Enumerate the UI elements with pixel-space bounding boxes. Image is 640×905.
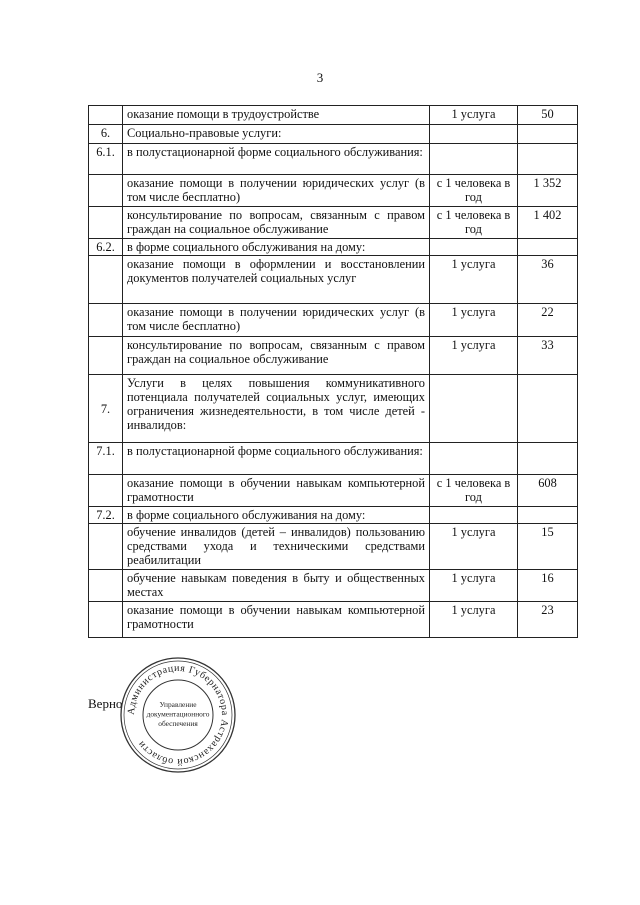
- table-row: [89, 106, 578, 125]
- unit-of-service-cell: [430, 375, 518, 443]
- table-row: [89, 507, 578, 524]
- row-number-cell: 6.2.: [89, 239, 123, 256]
- services-price-table: [88, 105, 578, 638]
- seal-center-line: Управление: [159, 700, 197, 709]
- table-row: [89, 443, 578, 475]
- row-number-cell: [89, 304, 123, 337]
- page-number: 3: [316, 70, 324, 85]
- service-description-cell: в форме социального обслуживания на дому:: [123, 507, 430, 524]
- svg-text:Управлениедокументационногообе: [147, 700, 210, 728]
- tariff-cell: 16: [518, 570, 578, 602]
- table-row: [89, 256, 578, 304]
- row-number-cell: [89, 106, 123, 125]
- tariff-cell: [518, 125, 578, 144]
- unit-of-service-cell: 1 услуга: [430, 304, 518, 337]
- tariff-cell: 23: [518, 602, 578, 638]
- row-number-cell: [89, 207, 123, 239]
- unit-of-service-cell: с 1 человека в год: [430, 175, 518, 207]
- service-description-cell: Социально-правовые услуги:: [123, 125, 430, 144]
- unit-of-service-cell: 1 услуга: [430, 106, 518, 125]
- row-number-cell: 7.: [89, 375, 123, 443]
- service-description-cell: консультирование по вопросам, связанным с правом граждан на социальное обслуживание: [123, 207, 430, 239]
- service-description-cell: в полустационарной форме социального обслуживания:: [123, 144, 430, 175]
- svg-text:Администрация Губернатора Астр: Администрация Губернатора Астраханской области: [125, 662, 231, 768]
- row-number-cell: [89, 524, 123, 570]
- row-number-cell: [89, 570, 123, 602]
- tariff-cell: 22: [518, 304, 578, 337]
- row-number-cell: 6.1.: [89, 144, 123, 175]
- service-description-cell: консультирование по вопросам, связанным с правом граждан на социальное обслуживание: [123, 337, 430, 375]
- tariff-cell: 608: [518, 475, 578, 507]
- tariff-cell: 33: [518, 337, 578, 375]
- service-description-cell: в полустационарной форме социального обслуживания:: [123, 443, 430, 475]
- row-number-cell: 7.2.: [89, 507, 123, 524]
- service-description-cell: оказание помощи в обучении навыкам компьютерной грамотности: [123, 475, 430, 507]
- table-row: [89, 304, 578, 337]
- seal-center-line: документационного: [146, 709, 210, 719]
- tariff-cell: 36: [518, 256, 578, 304]
- service-description-cell: оказание помощи в трудоустройстве: [123, 106, 430, 125]
- unit-of-service-cell: [430, 239, 518, 256]
- service-description-cell: обучение навыкам поведения в быту и общественных местах: [123, 570, 430, 602]
- service-description-cell: оказание помощи в получении юридических услуг (в том числе бесплатно): [123, 304, 430, 337]
- row-number-cell: [89, 337, 123, 375]
- tariff-cell: 1 402: [518, 207, 578, 239]
- certification-text: Верно: [88, 696, 123, 711]
- table-row: [89, 570, 578, 602]
- service-description-cell: в форме социального обслуживания на дому:: [123, 239, 430, 256]
- row-number-cell: 7.1.: [89, 443, 123, 475]
- table-row: [89, 475, 578, 507]
- table-row: [89, 175, 578, 207]
- table-row: [89, 337, 578, 375]
- table-row: [89, 207, 578, 239]
- unit-of-service-cell: 1 услуга: [430, 337, 518, 375]
- service-description-cell: оказание помощи в оформлении и восстановлении документов получателей социальных услуг: [123, 256, 430, 304]
- tariff-cell: [518, 239, 578, 256]
- service-description-cell: обучение инвалидов (детей – инвалидов) пользованию средствами ухода и техническими средствами реабилитации: [123, 524, 430, 570]
- row-number-cell: [89, 602, 123, 638]
- unit-of-service-cell: [430, 507, 518, 524]
- row-number-cell: [89, 256, 123, 304]
- unit-of-service-cell: с 1 человека в год: [430, 475, 518, 507]
- service-description-cell: Услуги в целях повышения коммуникативного потенциала получателей социальных услуг, имеющих ограничения жизнедеятельности, в том числе детей - инвалидов:: [123, 375, 430, 443]
- tariff-cell: [518, 443, 578, 475]
- row-number-cell: [89, 475, 123, 507]
- tariff-cell: 15: [518, 524, 578, 570]
- tariff-cell: [518, 144, 578, 175]
- unit-of-service-cell: 1 услуга: [430, 524, 518, 570]
- service-description-cell: оказание помощи в обучении навыкам компьютерной грамотности: [123, 602, 430, 638]
- unit-of-service-cell: [430, 125, 518, 144]
- tariff-cell: [518, 507, 578, 524]
- table-row: [89, 375, 578, 443]
- table-row: [89, 239, 578, 256]
- unit-of-service-cell: 1 услуга: [430, 256, 518, 304]
- official-seal-icon: [118, 655, 238, 775]
- service-description-cell: оказание помощи в получении юридических услуг (в том числе бесплатно): [123, 175, 430, 207]
- table-row: [89, 524, 578, 570]
- tariff-cell: 50: [518, 106, 578, 125]
- row-number-cell: [89, 175, 123, 207]
- unit-of-service-cell: [430, 443, 518, 475]
- tariff-cell: 1 352: [518, 175, 578, 207]
- seal-center-line: обеспечения: [158, 719, 198, 728]
- table-row: [89, 602, 578, 638]
- unit-of-service-cell: 1 услуга: [430, 570, 518, 602]
- unit-of-service-cell: с 1 человека в год: [430, 207, 518, 239]
- row-number-cell: 6.: [89, 125, 123, 144]
- unit-of-service-cell: [430, 144, 518, 175]
- table-row: [89, 125, 578, 144]
- unit-of-service-cell: 1 услуга: [430, 602, 518, 638]
- table-row: [89, 144, 578, 175]
- tariff-cell: [518, 375, 578, 443]
